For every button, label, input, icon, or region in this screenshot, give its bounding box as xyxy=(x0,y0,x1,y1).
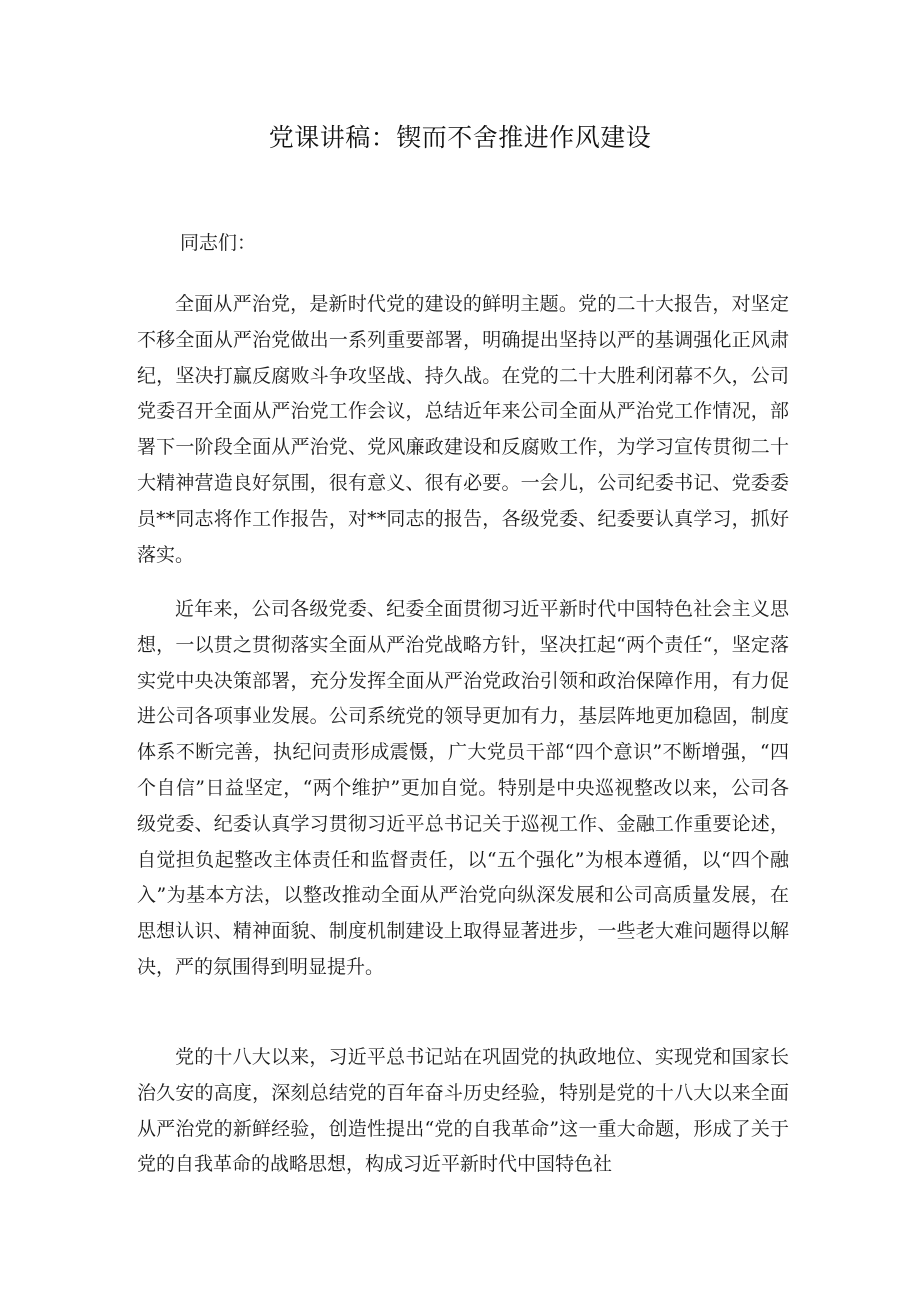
body-paragraph-2: 近年来，公司各级党委、纪委全面贯彻习近平新时代中国特色社会主义思想，一以贯之贯彻落实全面从严治党战略方针，坚决扛起“两个责任“，坚定落实党中央决策部署，充分发挥全面从严治党政治引领和政治保障作用，有力促进公司各项事业发展。公司系统党的领导更加有力，基层阵地更加稳固，制度体系不断完善，执纪问责形成震慑，广大党员干部“四个意识”不断增强，“四个自信”日益坚定，“两个维护”更加自觉。特别是中央巡视整改以来，公司各级党委、纪委认真学习贯彻习近平总书记关于巡视工作、金融工作重要论述，自觉担负起整改主体责任和监督责任，以“五个强化”为根本遵循，以“四个融入”为基本方法，以整改推动全面从严治党向纵深发展和公司高质量发展，在思想认识、精神面貌、制度机制建设上取得显著进步，一些老大难问题得以解决，严的氛围得到明显提升。 xyxy=(137,598,789,978)
body-paragraph-1: 全面从严治党，是新时代党的建设的鲜明主题。党的二十大报告，对坚定不移全面从严治党做出一系列重要部署，明确提出坚持以严的基调强化正风肃纪，坚决打赢反腐败斗争攻坚战、持久战。在党的二十大胜利闭幕不久，公司党委召开全面从严治党工作会议，总结近年来公司全面从严治党工作情况，部署下一阶段全面从严治党、党风廉政建设和反腐败工作，为学习宣传贯彻二十大精神营造良好氛围，很有意义、很有必要。一会儿，公司纪委书记、党委委员**同志将作工作报告，对**同志的报告，各级党委、纪委要认真学习，抓好落实。 xyxy=(137,293,789,566)
salutation: 同志们： xyxy=(180,232,257,254)
document-title: 党课讲稿：锲而不舍推进作风建设 xyxy=(268,123,652,152)
body-paragraph-3: 党的十八大以来，习近平总书记站在巩固党的执政地位、实现党和国家长治久安的高度，深刻总结党的百年奋斗历史经验，特别是党的十八大以来全面从严治党的新鲜经验，创造性提出“党的自我革命”这一重大命题，形成了关于党的自我革命的战略思想，构成习近平新时代中国特色社 xyxy=(137,1046,789,1176)
